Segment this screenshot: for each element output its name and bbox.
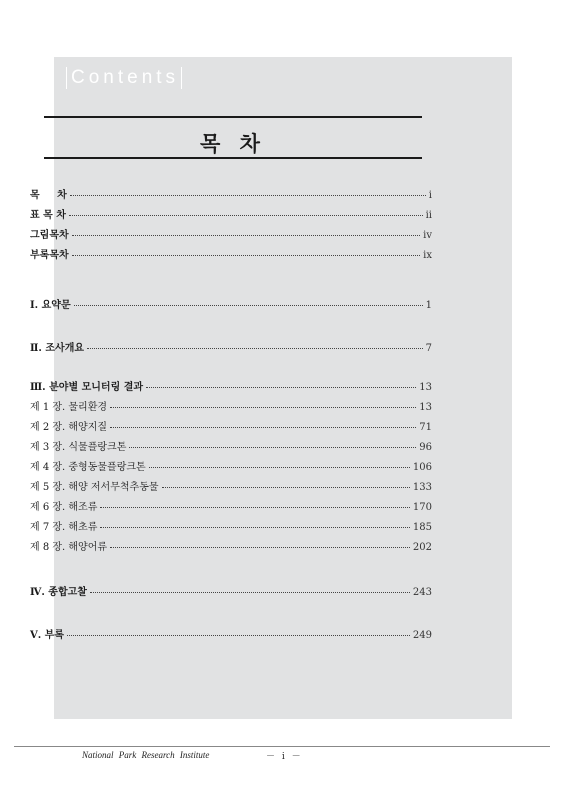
toc-entry-page: 170 (412, 502, 432, 513)
toc-entry-label: 제 8 장. 해양어류 (30, 542, 108, 553)
toc-entry-page: 133 (412, 482, 432, 493)
toc-entry-page: ii (425, 210, 432, 221)
toc-entry-page: 1 (425, 300, 432, 311)
footer-institute: National Park Research Institute (82, 750, 210, 760)
toc-entry-label: 제 7 장. 해초류 (30, 522, 98, 533)
toc-entry-page: 249 (412, 630, 432, 641)
toc-leader-dots (110, 427, 416, 428)
toc-entry[interactable] (30, 226, 432, 240)
toc-entry-page: ix (423, 250, 432, 261)
toc-leader-dots (146, 387, 416, 388)
toc-leader-dots (69, 215, 423, 216)
toc-entry[interactable] (30, 246, 432, 260)
toc-entry-label: 목 차 (30, 190, 67, 201)
toc-entry[interactable] (30, 206, 432, 220)
toc-entry-label: 제 2 장. 해양지질 (30, 422, 108, 433)
toc-leader-dots (90, 592, 410, 593)
toc-leader-dots (67, 635, 410, 636)
toc-entry[interactable] (30, 378, 432, 392)
toc-entry[interactable] (30, 438, 432, 452)
toc-entry-label: 제 3 장. 식물플랑크톤 (30, 442, 127, 453)
toc-entry-label: Ⅴ. 부록 (30, 630, 65, 641)
toc-entry[interactable] (30, 626, 432, 640)
toc-leader-dots (149, 467, 410, 468)
toc-entry[interactable] (30, 498, 432, 512)
toc-entry[interactable] (30, 458, 432, 472)
footer-page-number: － i － (266, 752, 303, 762)
toc-leader-dots (129, 447, 416, 448)
toc-entry[interactable] (30, 418, 432, 432)
toc-leader-dots (72, 235, 421, 236)
toc-entry[interactable] (30, 583, 432, 597)
toc-leader-dots (74, 305, 423, 306)
toc-entry-label: 부록목차 (30, 250, 69, 261)
toc-entry[interactable] (30, 398, 432, 412)
toc-entry-label: 그림목차 (30, 230, 69, 241)
toc-entry[interactable] (30, 186, 432, 200)
toc-entry-label: 제 6 장. 해조류 (30, 502, 98, 513)
contents-tag: Contents (66, 67, 182, 89)
toc-leader-dots (100, 527, 410, 528)
toc-entry-label: 제 1 장. 물리환경 (30, 402, 108, 413)
toc-entry-page: 13 (419, 402, 432, 413)
toc-leader-dots (87, 348, 423, 349)
toc-leader-dots (110, 547, 410, 548)
toc-entry-label: Ⅲ. 분야별 모니터링 결과 (30, 382, 144, 393)
toc-entry-label: 제 4 장. 중형동물플랑크톤 (30, 462, 146, 473)
toc-entry[interactable] (30, 296, 432, 310)
toc-entry-page: 106 (412, 462, 432, 473)
toc-leader-dots (70, 195, 426, 196)
page-title: 목 차 (200, 131, 266, 156)
toc-entry-label: 제 5 장. 해양 저서무척추동물 (30, 482, 159, 493)
toc-entry-page: 13 (419, 382, 432, 393)
title-top-rule (44, 116, 422, 118)
toc-entry-page: 96 (419, 442, 432, 453)
toc-entry-page: 185 (412, 522, 432, 533)
toc-entry-label: Ⅰ. 요약문 (30, 300, 71, 311)
toc-entry-page: 7 (425, 343, 432, 354)
toc-entry-page: 202 (412, 542, 432, 553)
toc-entry-page: iv (423, 230, 432, 241)
toc-leader-dots (110, 407, 416, 408)
toc-entry[interactable] (30, 518, 432, 532)
toc-entry-page: 243 (412, 587, 432, 598)
toc-entry-label: Ⅱ. 조사개요 (30, 343, 85, 354)
toc-entry[interactable] (30, 339, 432, 353)
toc-entry-label: Ⅳ. 종합고찰 (30, 587, 87, 598)
toc-entry[interactable] (30, 478, 432, 492)
toc-entry-label: 표 목 차 (30, 210, 66, 221)
toc-leader-dots (162, 487, 410, 488)
toc-entry[interactable] (30, 538, 432, 552)
toc-entry-page: 71 (419, 422, 432, 433)
title-bottom-rule (44, 157, 422, 159)
toc-entry-page: i (428, 190, 432, 201)
footer-rule (14, 746, 550, 747)
toc-leader-dots (100, 507, 410, 508)
toc-leader-dots (72, 255, 421, 256)
